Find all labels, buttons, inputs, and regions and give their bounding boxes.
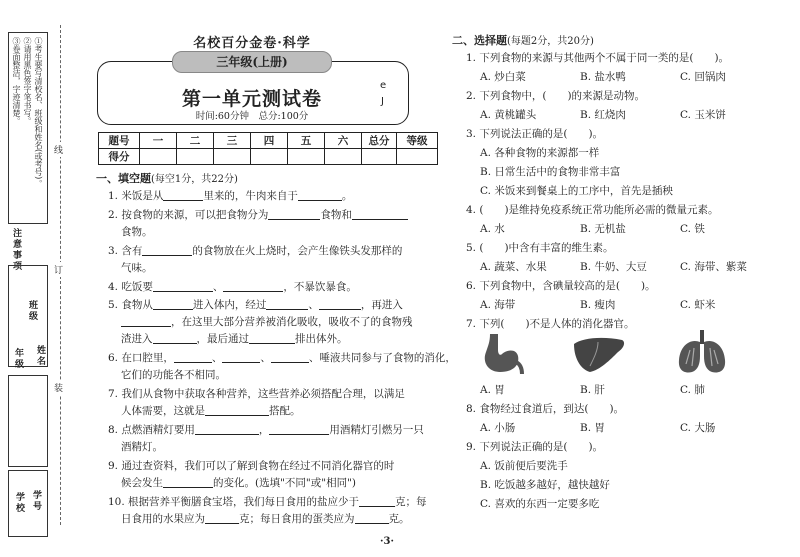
fill-q7: 7. 我们从食物中获取各种营养，这些营养必须搭配合理，以满足 [108, 388, 405, 400]
choice-q7-option-a[interactable]: A. 胃 [480, 384, 505, 396]
answer-blank[interactable] [222, 351, 260, 363]
cut-mark-middle: 订 [54, 262, 63, 277]
choice-q3-stem: 3. 下列说法正确的是( )。 [466, 128, 604, 140]
fill-q3-cont: 气味。 [121, 262, 153, 274]
fill-q6-cont: 它们的功能各不相同。 [121, 369, 226, 381]
choice-q2-option-a[interactable]: A. 黄桃罐头 [480, 109, 537, 121]
section-score-note: (每空1分，共22分) [151, 174, 238, 185]
section-fill-blank-heading [96, 170, 238, 186]
choice-q8-stem: 8. 食物经过食道后，到达( )。 [466, 403, 625, 415]
choice-q4-stem: 4. ( )是维持免疫系统正常功能所必需的微量元素。 [466, 204, 719, 216]
fill-q8-cont: 酒精灯。 [121, 441, 163, 453]
choice-q3-option-a[interactable]: A. 各种食物的来源都一样 [480, 147, 600, 159]
grade-label: 年级 [13, 348, 23, 370]
section-score-note: (每题2分，共20分) [507, 36, 594, 47]
choice-q9-option-b[interactable]: B. 吃饭越多越好，越快越好 [480, 479, 610, 491]
fill-q3: 3. 含有 的食物放在火上烧时，会产生像铁头发那样的 [108, 245, 403, 257]
fill-q6: 6. 在口腔里， 、 、 、唾液共同参与了食物的消化， [108, 352, 456, 364]
score-header-cell: 三 [214, 133, 251, 149]
cut-mark-bottom: 装 [54, 380, 63, 395]
score-row-label: 得分 [99, 149, 140, 165]
fill-q5-cont2: 渣进入 ，最后通过 排出体外。 [121, 333, 348, 345]
choice-q8-option-c[interactable]: C. 大肠 [680, 422, 716, 434]
choice-q8-option-a[interactable]: A. 小肠 [480, 422, 516, 434]
grade-name-box [8, 375, 48, 467]
score-cell[interactable] [251, 149, 288, 165]
answer-blank[interactable] [195, 423, 259, 435]
choice-q5-option-c[interactable]: C. 海带、紫菜 [680, 261, 747, 273]
answer-blank[interactable] [223, 280, 283, 292]
answer-blank[interactable] [298, 189, 342, 201]
score-table-header-row [99, 133, 438, 149]
choice-q2-option-b[interactable]: B. 红烧肉 [580, 109, 626, 121]
answer-blank[interactable] [355, 512, 389, 524]
choice-q9-stem: 9. 下列说法正确的是( )。 [466, 441, 604, 453]
choice-q7-option-b[interactable]: B. 肝 [580, 384, 605, 396]
choice-q6-option-a[interactable]: A. 海带 [480, 299, 516, 311]
score-cell[interactable] [214, 149, 251, 165]
fill-q5: 5. 食物从 进入体内，经过 、 ，再进入 [108, 299, 403, 311]
answer-blank[interactable] [153, 332, 197, 344]
answer-blank[interactable] [205, 512, 239, 524]
choice-q4-option-a[interactable]: A. 水 [480, 223, 505, 235]
choice-q3-option-b[interactable]: B. 日常生活中的食物非常丰富 [480, 166, 621, 178]
grade-badge: 三年级(上册) [172, 51, 332, 73]
fill-q9: 9. 通过查资料，我们可以了解到食物在经过不同消化器官的时 [108, 460, 395, 472]
section-title: 一、填空题 [96, 172, 151, 185]
exam-time-score: 时间:60分钟 总分:100分 [195, 111, 309, 122]
answer-blank[interactable] [359, 495, 395, 507]
score-cell[interactable] [140, 149, 177, 165]
fill-q5-cont: ，在这里大部分营养被消化吸收，吸收不了的食物残 [121, 314, 413, 329]
fill-q10-cont: 日食用的水果应为 克；每日食用的蛋类应为 克。 [121, 513, 410, 525]
corner-mark-e: e [380, 80, 387, 91]
choice-q8-option-b[interactable]: B. 胃 [580, 422, 605, 434]
notes-box [8, 32, 48, 224]
notes-label: 注意事项 [11, 228, 21, 272]
score-table-row [99, 149, 438, 165]
choice-q6-stem: 6. 下列食物中，含碘量较高的是( )。 [466, 280, 656, 292]
section-choice-heading [452, 32, 594, 48]
answer-blank[interactable] [271, 351, 309, 363]
choice-q3-option-c[interactable]: C. 米饭来到餐桌上的工序中，首先是插秧 [480, 185, 673, 197]
choice-q5-stem: 5. ( )中含有丰富的维生素。 [466, 242, 614, 254]
answer-blank[interactable] [153, 298, 193, 310]
score-cell[interactable] [325, 149, 362, 165]
choice-q1-option-b[interactable]: B. 盐水鸭 [580, 71, 626, 83]
answer-blank[interactable] [269, 423, 329, 435]
choice-q1-option-a[interactable]: A. 炒白菜 [480, 71, 526, 83]
exam-note-3: ③卷面整洁，字迹清楚。 [12, 37, 21, 125]
fill-q1: 1. 米饭是从 里来的，牛肉来自于 。 [108, 190, 353, 202]
answer-blank[interactable] [163, 476, 213, 488]
score-cell[interactable] [288, 149, 325, 165]
score-header-cell: 等级 [397, 133, 438, 149]
choice-q9-option-a[interactable]: A. 饭前便后要洗手 [480, 460, 568, 472]
answer-blank[interactable] [121, 315, 171, 327]
fill-q10: 10. 根据营养平衡膳食宝塔，我们每日食用的盐应少于 克；每 [108, 496, 427, 508]
score-header-cell: 五 [288, 133, 325, 149]
page-number: ·3· [380, 536, 394, 547]
score-header-cell: 六 [325, 133, 362, 149]
corner-mark-j: J [381, 96, 384, 107]
exam-note-1: ①考生要写清校名、班级和姓名(或考号)。 [34, 37, 43, 188]
answer-blank[interactable] [266, 298, 308, 310]
choice-q9-option-c[interactable]: C. 喜欢的东西一定要多吃 [480, 498, 600, 510]
choice-q4-option-b[interactable]: B. 无机盐 [580, 223, 626, 235]
score-header-cell: 总分 [362, 133, 397, 149]
choice-q5-option-b[interactable]: B. 牛奶、大豆 [580, 261, 647, 273]
fill-q8: 8. 点燃酒精灯要用 ， 用酒精灯引燃另一只 [108, 424, 424, 436]
exam-note-2: ②请用黑色签字笔书写。 [23, 37, 32, 125]
choice-q4-option-c[interactable]: C. 铁 [680, 223, 705, 235]
answer-blank[interactable] [174, 351, 212, 363]
liver-icon [572, 336, 626, 374]
school-label: 学校 [14, 492, 24, 514]
choice-q1-option-c[interactable]: C. 回锅肉 [680, 71, 726, 83]
student-id-label: 学号 [31, 490, 41, 512]
section-title: 二、选择题 [452, 34, 507, 47]
score-header-cell: 四 [251, 133, 288, 149]
score-cell[interactable] [177, 149, 214, 165]
answer-blank[interactable] [205, 404, 269, 416]
choice-q5-option-a[interactable]: A. 蔬菜、水果 [480, 261, 547, 273]
answer-blank[interactable] [249, 332, 295, 344]
answer-blank[interactable] [153, 280, 213, 292]
score-header-cell: 二 [177, 133, 214, 149]
answer-blank[interactable] [319, 298, 361, 310]
choice-q1-stem: 1. 下列食物的来源与其他两个不属于同一类的是( )。 [466, 52, 730, 64]
answer-blank[interactable] [268, 208, 320, 220]
page-title: 第一单元测试卷 [181, 88, 322, 110]
score-cell[interactable] [362, 149, 397, 165]
lungs-icon [676, 330, 728, 376]
score-header-cell: 题号 [99, 133, 140, 149]
fill-q2-cont: 食物。 [121, 226, 153, 238]
fill-q2: 2. 按食物的来源，可以把食物分为 食物和 [108, 207, 408, 222]
answer-blank[interactable] [142, 244, 192, 256]
score-cell[interactable] [397, 149, 438, 165]
choice-q2-option-c[interactable]: C. 玉米饼 [680, 109, 726, 121]
name-label: 姓名 [35, 345, 45, 367]
choice-q2-stem: 2. 下列食物中，( )的来源是动物。 [466, 90, 646, 102]
cut-mark-top: 线 [54, 142, 63, 157]
choice-q7-stem: 7. 下列( )不是人体的消化器官。 [466, 318, 635, 330]
choice-q6-option-c[interactable]: C. 虾米 [680, 299, 716, 311]
fill-q7-cont: 人体需要，这就是 搭配。 [121, 405, 301, 417]
class-label: 班级 [27, 300, 37, 322]
score-table [98, 132, 438, 165]
choice-q7-option-c[interactable]: C. 肺 [680, 384, 705, 396]
fill-q9-cont: 候会发生 的变化。(选填"不同"或"相同") [121, 477, 357, 489]
answer-blank[interactable] [163, 189, 203, 201]
score-header-cell: 一 [140, 133, 177, 149]
series-brand: 名校百分金卷·科学 [193, 36, 311, 51]
fill-q4: 4. 吃饭要 、 ，不暴饮暴食。 [108, 281, 357, 293]
answer-blank[interactable] [352, 208, 408, 220]
choice-q6-option-b[interactable]: B. 瘦肉 [580, 299, 616, 311]
stomach-icon [476, 332, 524, 376]
